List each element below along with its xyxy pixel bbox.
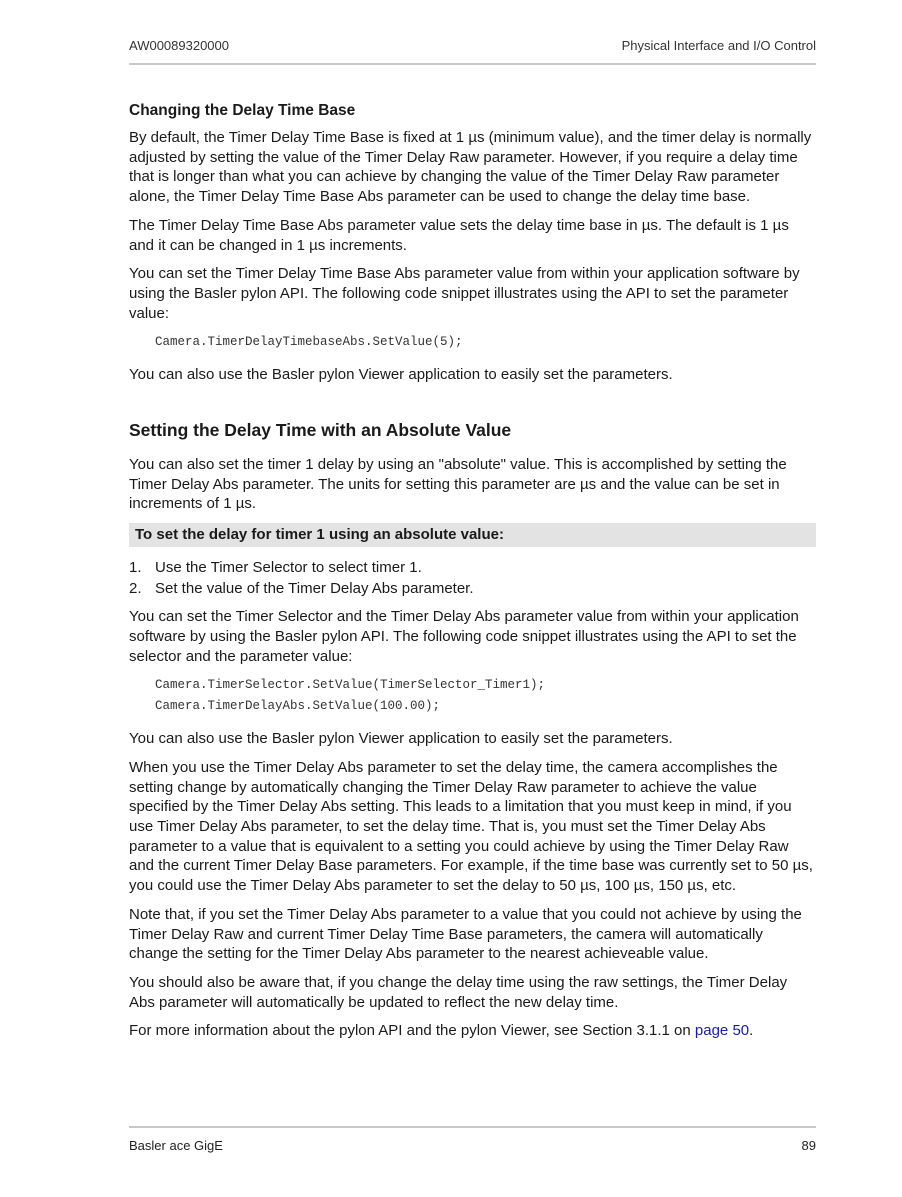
footer-divider [129,1126,816,1128]
page-content [129,101,816,1050]
header-divider [129,63,816,65]
paragraph: Note that, if you set the Timer Delay Abs parameter to a value that you could not achieve by using the Timer Delay Raw and current Timer Delay Time Base parameters, the camera will automatically change the setting for the Timer Delay Abs parameter to the nearest achieveable value. [129,905,802,963]
step-text: Set the value of the Timer Delay Abs parameter. [155,580,474,598]
paragraph: You can set the Timer Delay Time Base Abs parameter value from within your application software by using the Basler pylon API. The following code snippet illustrates using the API to set the parameter value: [129,265,800,322]
paragraph: You can also use the Basler pylon Viewer application to easily set the parameters. [129,730,673,748]
procedure-title: To set the delay for timer 1 using an absolute value: [129,523,816,547]
heading-setting-delay-absolute: Setting the Delay Time with an Absolute Value [129,420,512,441]
doc-number: AW00089320000 [129,38,229,53]
text: For more information about the pylon API and the pylon Viewer, see Section 3.1.1 on [129,1022,695,1040]
paragraph: The Timer Delay Time Base Abs parameter value sets the delay time base in µs. The default is 1 µs and it can be changed in 1 µs increments. [129,216,789,254]
procedure-steps [129,557,816,599]
paragraph: You can also use the Basler pylon Viewer application to easily set the parameters. [129,366,673,384]
paragraph-with-link [129,1021,816,1041]
header-section-title: Physical Interface and I/O Control [621,38,816,53]
paragraph: When you use the Timer Delay Abs parameter to set the delay time, the camera accomplishes the setting change by automatically changing the Timer Delay Raw parameter to achieve the value specified by the Timer Delay Abs setting. This leads to a limitation that you must keep in mind, if you use Timer Delay Abs parameter, to set the delay time. That is, you must set the Timer Delay Abs parameter to a value that is equivalent to a setting you could achieve by using the Timer Delay Raw and the current Timer Delay Base parameters. For example, if the time base was currently set to 50 µs, you could use the Timer Delay Abs parameter to set the delay to 50 µs, 100 µs, 150 µs, etc. [129,758,813,895]
step-number: 2. [129,580,142,598]
list-item [129,557,816,578]
page-header [129,38,816,58]
list-item [129,578,816,599]
heading-changing-delay-time-base: Changing the Delay Time Base [129,102,356,119]
text: . [749,1022,754,1040]
step-text: Use the Timer Selector to select timer 1. [155,559,422,577]
paragraph: You can also set the timer 1 delay by using an "absolute" value. This is accomplished by setting the Timer Delay Abs parameter. The units for setting this parameter are µs and the value can be set in increments of 1 µs. [129,456,787,513]
code-snippet [129,332,816,353]
paragraph: You can set the Timer Selector and the Timer Delay Abs parameter value from within your application software by using the Basler pylon API. The following code snippet illustrates using the API to set the selector and the parameter value: [129,608,799,665]
code-line: Camera.TimerDelayTimebaseAbs.SetValue(5); [155,335,463,350]
product-name: Basler ace GigE [129,1138,223,1153]
paragraph: By default, the Timer Delay Time Base is fixed at 1 µs (minimum value), and the timer delay is normally adjusted by setting the value of the Timer Delay Raw parameter. However, if you require a delay time that is longer than what you can achieve by changing the value of the Timer Delay Raw parameter alone, the Timer Delay Time Base Abs parameter can be used to change the delay time base. [129,129,812,206]
paragraph: You should also be aware that, if you change the delay time using the raw settings, the Timer Delay Abs parameter will automatically be updated to reflect the new delay time. [129,973,788,1011]
code-line: Camera.TimerDelayAbs.SetValue(100.00); [155,699,441,714]
page-number: 89 [801,1138,816,1153]
code-snippet [129,675,816,717]
page-50-link[interactable]: page 50 [694,1022,750,1040]
code-line: Camera.TimerSelector.SetValue(TimerSelector_Timer1); [155,678,546,693]
step-number: 1. [129,559,142,577]
